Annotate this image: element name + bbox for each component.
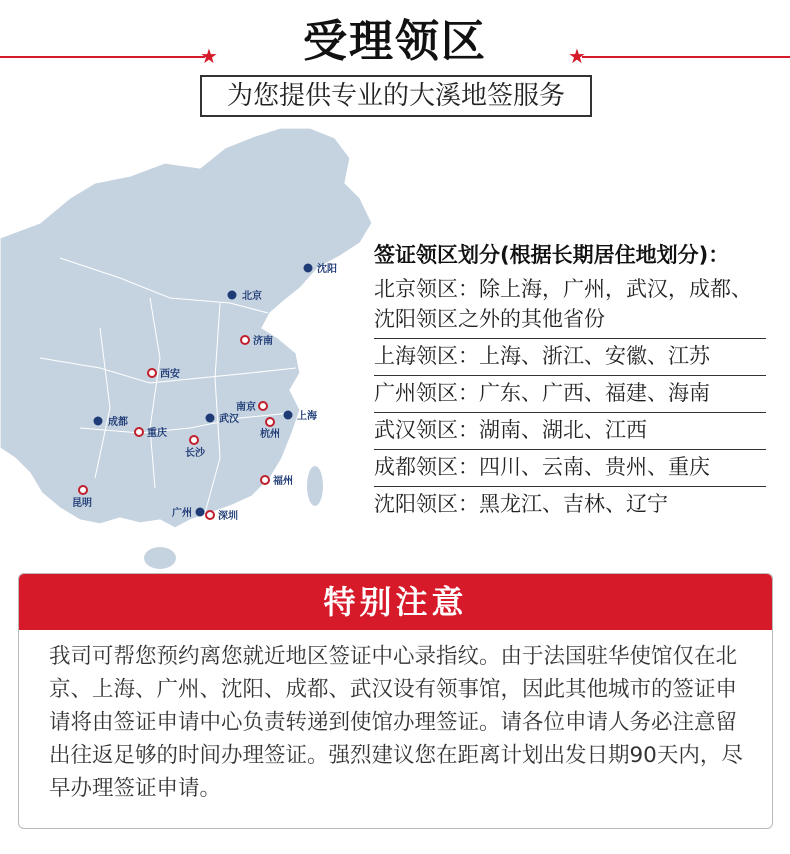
city-ring-jinan xyxy=(241,336,249,344)
city-dot-shenyang xyxy=(304,264,313,273)
city-label-guangzhou: 广州 xyxy=(172,508,192,519)
city-dot-chengdu xyxy=(94,417,103,426)
city-label-hangzhou: 杭州 xyxy=(260,429,280,440)
city-ring-hangzhou xyxy=(266,418,274,426)
city-ring-kunming xyxy=(79,486,87,494)
city-label-wuhan: 武汉 xyxy=(219,414,239,425)
special-notice xyxy=(18,573,773,829)
city-label-xian: 西安 xyxy=(160,369,180,380)
district-row-guangzhou: 广州领区：广东、广西、福建、海南 xyxy=(374,376,766,413)
city-ring-shenzhen xyxy=(206,511,214,519)
city-ring-xian xyxy=(148,369,156,377)
page-title xyxy=(0,16,790,68)
district-heading: 签证领区划分(根据长期居住地划分)： xyxy=(374,243,730,267)
city-dot-beijing xyxy=(228,291,237,300)
city-ring-fuzhou xyxy=(261,476,269,484)
city-label-kunming: 昆明 xyxy=(72,498,92,509)
city-label-shenyang: 沈阳 xyxy=(317,264,337,275)
city-ring-nanjing xyxy=(259,402,267,410)
hainan-island xyxy=(144,547,176,569)
city-label-beijing: 北京 xyxy=(242,291,262,302)
city-dot-wuhan xyxy=(206,414,215,423)
city-label-fuzhou: 福州 xyxy=(273,476,293,487)
taiwan-island xyxy=(307,466,323,506)
city-label-shanghai: 上海 xyxy=(297,411,317,422)
district-row-shanghai: 上海领区：上海、浙江、安徽、江苏 xyxy=(374,339,766,376)
title-rest-part: 领区 xyxy=(395,16,487,67)
city-label-chongqing: 重庆 xyxy=(147,428,167,439)
city-label-shenzhen: 深圳 xyxy=(218,511,238,522)
district-info xyxy=(374,238,766,523)
notice-title: 特别注意 xyxy=(19,574,772,630)
subtitle: 为您提供专业的大溪地签服务 xyxy=(200,75,592,117)
city-label-nanjing: 南京 xyxy=(236,402,256,413)
city-ring-changsha xyxy=(190,436,198,444)
district-row-beijing: 北京领区：除上海，广州，武汉，成都、沈阳领区之外的其他省份 xyxy=(374,272,766,339)
star-icon: ★ xyxy=(200,44,218,68)
city-label-jinan: 济南 xyxy=(253,336,273,347)
star-icon: ★ xyxy=(568,44,586,68)
city-dot-shanghai xyxy=(284,411,293,420)
title-bold-part: 受理 xyxy=(303,16,395,67)
district-row-wuhan: 武汉领区：湖南、湖北、江西 xyxy=(374,413,766,450)
city-dot-guangzhou xyxy=(196,508,205,517)
district-row-shenyang: 沈阳领区：黑龙江、吉林、辽宁 xyxy=(374,492,668,516)
city-label-changsha: 长沙 xyxy=(185,448,205,459)
city-ring-chongqing xyxy=(135,428,143,436)
notice-body: 我司可帮您预约离您就近地区签证中心录指纹。由于法国驻华使馆仅在北京、上海、广州、沈阳、成都、武汉设有领事馆，因此其他城市的签证申请将由签证申请中心负责转递到使馆办理签证。请各位申请人务必注意留出往返足够的时间办理签证。强烈建议您在距离计划出发日期90天内，尽早办理签证申请。 xyxy=(49,644,743,801)
title-row xyxy=(0,12,790,68)
city-label-chengdu: 成都 xyxy=(108,417,128,428)
district-row-chengdu: 成都领区：四川、云南、贵州、重庆 xyxy=(374,450,766,487)
